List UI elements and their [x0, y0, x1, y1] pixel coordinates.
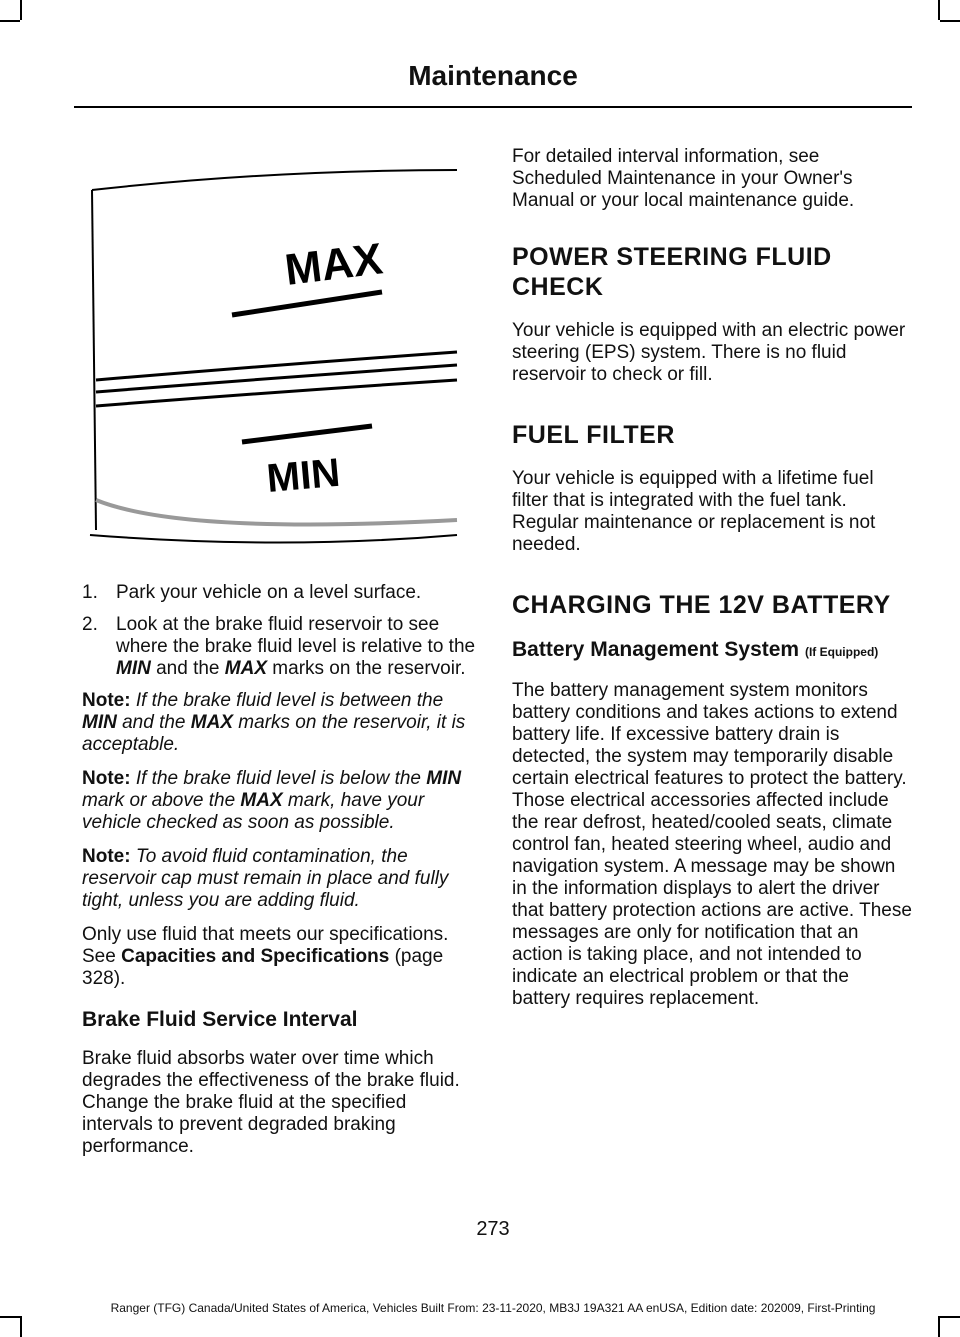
- note-level-check: [82, 768, 477, 834]
- note-text: and the: [116, 712, 191, 733]
- max-term: MAX: [240, 790, 283, 811]
- min-term: MIN: [116, 658, 151, 679]
- brake-reservoir-image: [82, 140, 477, 560]
- min-label: MIN: [264, 450, 342, 501]
- brake-fluid-interval-text: Brake fluid absorbs water over time which degrades the effectiveness of the brake fluid. Change the brake fluid at the specified intervals to prevent degraded braking performance.: [82, 1048, 460, 1157]
- charging-battery-heading: CHARGING THE 12V BATTERY: [512, 591, 891, 619]
- step-text: and the: [150, 658, 225, 679]
- max-label: MAX: [282, 234, 386, 295]
- left-column: [82, 120, 477, 1170]
- note-contamination: [82, 846, 477, 912]
- header-rule: [74, 106, 912, 108]
- min-term: MIN: [82, 712, 117, 733]
- crop-mark: [940, 20, 960, 22]
- note-text: mark, have your vehicle checked as soon as possible.: [82, 790, 425, 833]
- power-steering-heading: POWER STEERING FLUID CHECK: [512, 243, 832, 301]
- spec-text: Only use fluid that meets our specifications. See: [82, 924, 449, 967]
- note-level-acceptable: [82, 690, 477, 756]
- step-text: Park your vehicle on a level surface.: [116, 582, 422, 603]
- min-term: MIN: [426, 768, 462, 789]
- footer-edition-text: Ranger (TFG) Canada/United States of America, Vehicles Built From: 23-11-2020, MB3J 19A321 AA enUSA, Edition date: 202009, First-Printing: [110, 1301, 876, 1315]
- step-item: [82, 582, 477, 604]
- bms-title: Battery Management System: [512, 638, 800, 661]
- note-label: Note:: [82, 690, 131, 711]
- spec-paragraph: [82, 924, 477, 990]
- fuel-filter-text: Your vehicle is equipped with a lifetime fuel filter that is integrated with the fuel tank. Regular maintenance or replacement is not needed.: [512, 468, 876, 555]
- step-text: Look at the brake fluid reservoir to see where the brake fluid level is relative to the: [116, 614, 476, 657]
- steps-list: [82, 582, 477, 680]
- step-text: marks on the reservoir.: [267, 658, 466, 679]
- right-column: [512, 146, 912, 1022]
- note-text: If the brake fluid level is between the: [130, 690, 444, 711]
- power-steering-text: Your vehicle is equipped with an electric power steering (EPS) system. There is no fluid reservoir to check or fill.: [512, 320, 906, 385]
- crop-mark: [0, 20, 20, 22]
- step-item: [82, 614, 477, 680]
- crop-mark: [940, 1316, 960, 1318]
- brake-fluid-interval-heading: Brake Fluid Service Interval: [82, 1008, 358, 1031]
- page-number: 273: [476, 1218, 510, 1240]
- interval-more-text: For detailed interval information, see Scheduled Maintenance in your Owner's Manual or your local maintenance guide.: [512, 146, 855, 211]
- step-number: 2.: [82, 614, 98, 635]
- fuel-filter-heading: FUEL FILTER: [512, 421, 675, 449]
- note-text: marks on the reservoir, it is acceptable.: [82, 712, 466, 755]
- note-text: To avoid fluid contamination, the reservoir cap must remain in place and fully tight, unless you are adding fluid.: [82, 846, 449, 911]
- crop-mark: [20, 0, 22, 20]
- battery-management-heading: [512, 638, 912, 664]
- page-title: Maintenance: [408, 60, 578, 91]
- page-ref: (page 328).: [82, 946, 444, 989]
- max-term: MAX: [224, 658, 268, 679]
- step-number: 1.: [82, 582, 98, 603]
- note-label: Note:: [82, 846, 131, 867]
- note-label: Note:: [82, 768, 131, 789]
- crop-mark: [938, 1316, 940, 1337]
- note-text: If the brake fluid level is below the: [130, 768, 427, 789]
- max-term: MAX: [190, 712, 234, 733]
- crop-mark: [0, 1316, 20, 1318]
- battery-management-text: The battery management system monitors battery conditions and takes actions to extend battery life. If excessive battery drain is detected, the system may temporarily disable certain electrical features to protect the battery. Those electrical accessories affected include the rear defrost, heated/cooled seats, climate control fan, heated steering wheel, audio and navigation system. A message may be shown in the information displays to alert the driver that battery protection actions are active. These messages are only for notification that an action is taking place, and not intended to indicate an electrical problem or that the battery requires replacement.: [512, 680, 912, 1009]
- crop-mark: [938, 0, 940, 20]
- note-text: mark or above the: [82, 790, 241, 811]
- bms-equipped-note: (If Equipped): [804, 645, 879, 659]
- crop-mark: [20, 1316, 22, 1337]
- reservoir-illustration: [82, 140, 477, 560]
- capacities-link[interactable]: Capacities and Specifications: [121, 946, 390, 967]
